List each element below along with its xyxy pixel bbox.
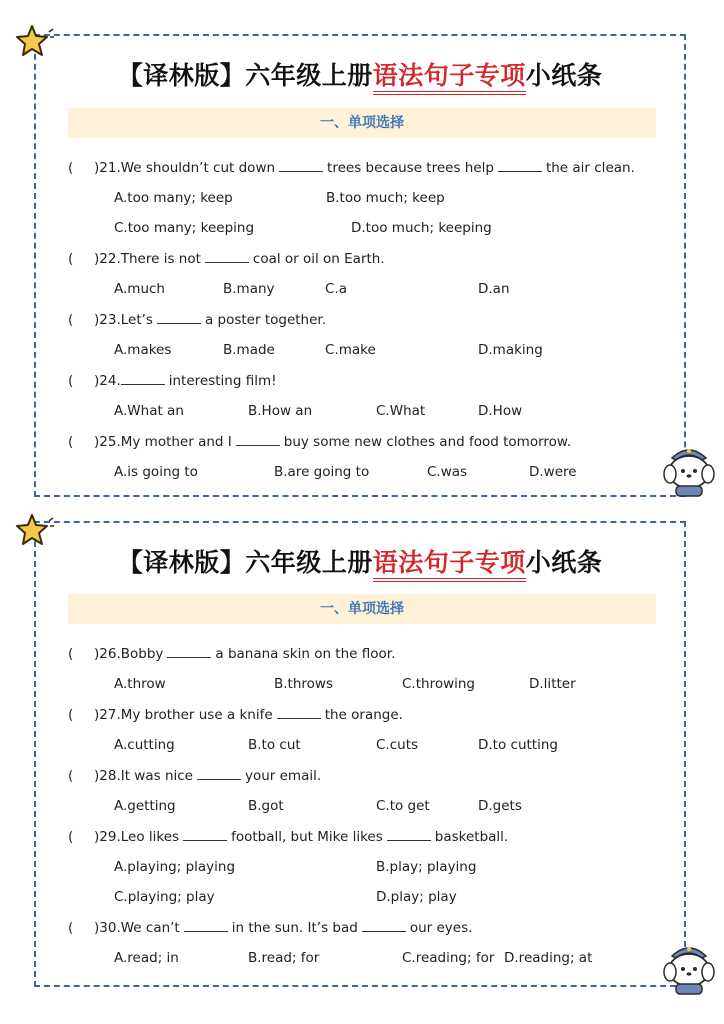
section-header: [68, 108, 656, 138]
options-row: [36, 734, 688, 756]
option: C.a: [325, 281, 347, 297]
answer-blank: [184, 917, 228, 932]
question-text: [94, 370, 277, 392]
answer-blank: [279, 157, 323, 172]
option: B.got: [248, 798, 284, 814]
answer-blank: [157, 309, 201, 324]
question-part: )26.Bobby: [94, 646, 164, 662]
option: A.playing; playing: [114, 859, 236, 875]
title-suffix: 小纸条: [525, 548, 603, 577]
answer-paren: (: [68, 829, 74, 845]
question-text: [94, 917, 472, 939]
question-part: our eyes.: [409, 920, 473, 936]
section-header: [68, 594, 656, 624]
option: C.was: [427, 464, 468, 480]
question-part: )27.My brother use a knife: [94, 707, 273, 723]
section-label: 一、单项选择: [320, 601, 404, 617]
card-title: [36, 56, 684, 96]
option: D.were: [529, 464, 577, 480]
answer-paren: (: [68, 373, 74, 389]
option: A.is going to: [114, 464, 198, 480]
option: B.too much; keep: [326, 190, 445, 206]
question-part: )22.There is not: [94, 251, 201, 267]
answer-paren: (: [68, 707, 74, 723]
answer-blank: [197, 765, 241, 780]
question-part: )28.It was nice: [94, 768, 193, 784]
options-row: [36, 187, 688, 209]
puppy-sticker-icon: [658, 438, 720, 500]
question-text: [94, 157, 635, 179]
option: D.play; play: [376, 889, 457, 905]
option: B.play; playing: [376, 859, 477, 875]
option: C.cuts: [376, 737, 419, 753]
option: A.much: [114, 281, 165, 297]
question-text: [94, 765, 321, 787]
answer-paren: (: [68, 768, 74, 784]
star-sticker-icon: [14, 511, 54, 551]
options-row: [36, 856, 688, 878]
option: A.cutting: [114, 737, 175, 753]
answer-blank: [236, 431, 280, 446]
worksheet-card-1: [34, 34, 686, 497]
option: A.getting: [114, 798, 176, 814]
option: D.gets: [478, 798, 522, 814]
option: C.to get: [376, 798, 430, 814]
question-part: football, but Mike likes: [231, 829, 383, 845]
title-prefix: 【译林版】六年级上册: [117, 61, 373, 90]
answer-blank: [121, 370, 165, 385]
answer-paren: (: [68, 251, 74, 267]
section-label: 一、单项选择: [320, 115, 404, 131]
title-highlight: 语法句子专项: [373, 548, 526, 582]
option: D.too much; keeping: [351, 220, 492, 236]
option: B.How an: [248, 403, 313, 419]
option: A.too many; keep: [114, 190, 233, 206]
question-text: [94, 704, 403, 726]
option: D.making: [478, 342, 543, 358]
option: C.throwing: [402, 676, 475, 692]
option: D.litter: [529, 676, 576, 692]
answer-blank: [498, 157, 542, 172]
option: D.an: [478, 281, 510, 297]
option: B.to cut: [248, 737, 301, 753]
option: C.too many; keeping: [114, 220, 255, 236]
answer-blank: [362, 917, 406, 932]
question-text: [94, 309, 326, 331]
options-row: [36, 886, 688, 908]
option: B.many: [223, 281, 275, 297]
option: A.throw: [114, 676, 166, 692]
answer-blank: [183, 826, 227, 841]
question-text: [94, 248, 385, 270]
answer-blank: [277, 704, 321, 719]
worksheet-card-2: [34, 521, 686, 987]
question-part: in the sun. It’s bad: [231, 920, 358, 936]
question-part: a poster together.: [204, 312, 327, 328]
question-part: )21.We shouldn’t cut down: [94, 160, 276, 176]
question-part: )25.My mother and I: [94, 434, 232, 450]
question-part: )29.Leo likes: [94, 829, 180, 845]
question-part: trees because trees help: [327, 160, 494, 176]
option: B.are going to: [274, 464, 370, 480]
question-part: buy some new clothes and food tomorrow.: [283, 434, 572, 450]
title-prefix: 【译林版】六年级上册: [117, 548, 373, 577]
answer-paren: (: [68, 920, 74, 936]
question-part: basketball.: [434, 829, 509, 845]
answer-blank: [387, 826, 431, 841]
option: C.playing; play: [114, 889, 215, 905]
question-part: the orange.: [324, 707, 403, 723]
option: C.make: [325, 342, 376, 358]
option: C.What: [376, 403, 426, 419]
question-text: [94, 643, 395, 665]
question-part: )24.: [94, 373, 121, 389]
option: B.throws: [274, 676, 333, 692]
puppy-sticker-icon: [658, 936, 720, 998]
options-row: [36, 400, 688, 422]
question-part: interesting film!: [168, 373, 277, 389]
options-row: [36, 278, 688, 300]
option: B.made: [223, 342, 275, 358]
option: B.read; for: [248, 950, 320, 966]
question-part: )23.Let’s: [94, 312, 153, 328]
question-text: [94, 826, 508, 848]
option: A.makes: [114, 342, 172, 358]
question-text: [94, 431, 571, 453]
option: D.reading; at: [504, 950, 593, 966]
title-suffix: 小纸条: [525, 61, 603, 90]
question-part: coal or oil on Earth.: [252, 251, 385, 267]
question-part: the air clean.: [545, 160, 635, 176]
option: A.What an: [114, 403, 184, 419]
answer-blank: [205, 248, 249, 263]
title-highlight: 语法句子专项: [373, 61, 526, 95]
answer-blank: [167, 643, 211, 658]
option: C.reading; for: [402, 950, 495, 966]
options-row: [36, 795, 688, 817]
answer-paren: (: [68, 646, 74, 662]
options-row: [36, 673, 688, 695]
question-part: a banana skin on the floor.: [215, 646, 396, 662]
answer-paren: (: [68, 312, 74, 328]
option: D.to cutting: [478, 737, 558, 753]
answer-paren: (: [68, 434, 74, 450]
option: A.read; in: [114, 950, 179, 966]
card-title: [36, 543, 684, 583]
star-sticker-icon: [14, 22, 54, 62]
options-row: [36, 947, 688, 969]
question-part: )30.We can’t: [94, 920, 180, 936]
option: D.How: [478, 403, 523, 419]
question-part: your email.: [244, 768, 322, 784]
options-row: [36, 339, 688, 361]
options-row: [36, 217, 688, 239]
options-row: [36, 461, 688, 483]
answer-paren: (: [68, 160, 74, 176]
